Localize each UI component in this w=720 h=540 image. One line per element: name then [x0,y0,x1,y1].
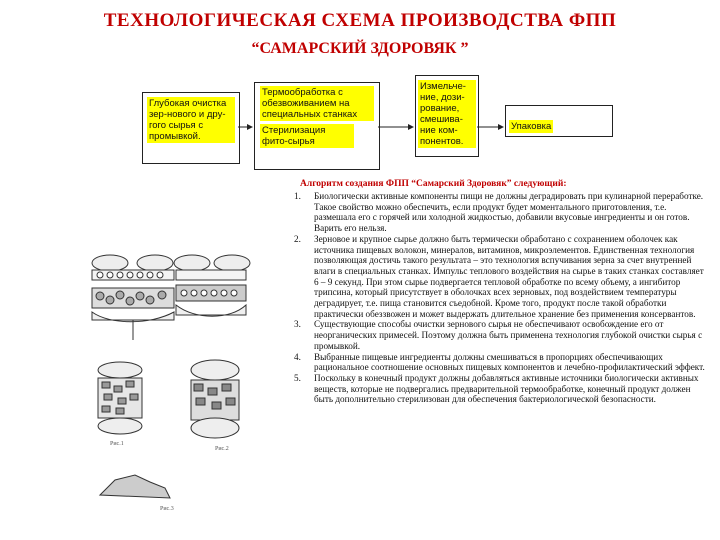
page-subtitle: “САМАРСКИЙ ЗДОРОВЯК ” [251,40,469,57]
step-text: Выбранные пищевые ингредиенты должны смешиваться в пропорциях обеспечивающих рациональное соотношение основных пищевых компонентов и лечебно-профилактический эффект. [314,351,705,373]
step-number: 2. [294,233,301,244]
step-number: 4. [294,351,301,362]
flow-label-sterilization: Стерилизация фито-сырья [260,124,354,148]
figure-3 [98,360,239,498]
page-title: ТЕХНОЛОГИЧЕСКАЯ СХЕМА ПРОИЗВОДСТВА ФПП [103,10,617,31]
algorithm-step [290,319,710,351]
flow-label-packing: Упаковка [511,121,552,132]
algorithm-step [290,191,710,234]
algorithm-step [290,234,710,320]
flow-label-thermo: Термообработка с обезвоживанием на специальных станках [260,86,374,121]
fig-2-label: Рис.2 [215,446,229,452]
figure-1 [92,255,174,340]
figure-2 [174,255,250,316]
flow-label-grinding: Измельче-ние, дози-рование, смешива-ние ком-понентов. [418,80,476,148]
algorithm-steps [290,191,710,405]
step-number: 1. [294,191,301,201]
step-text: Биологически активные компоненты пищи не должны деградировать при кулинарной переработке. Такое свойство можно обеспечить, если продукт будет моментального приготовления, т.е. размешала его с горячей или холодной жидкостью, добавили вкусовые ингредиенты и он готов. Варить его нельзя. [314,191,704,234]
step-text: Существующие способы очистки зернового сырья не обеспечивают освобождение его от неорганических примесей. Поэтому должна быть применена технология глубокой очистки сырья с промывкой. [314,319,703,351]
algorithm-step [290,373,710,405]
fig-1-label: Рис.1 [110,441,124,447]
step-number: 5. [294,372,301,383]
flow-label-cleaning: Глубокая очистка зер-нового и дру-гого сырья с промывкой. [147,97,235,143]
step-text: Поскольку в конечный продукт должны добавляться активные источники биологически активных веществ, которые не подвергались предварительной термообработке, конечный продукт должен быть дополнительно стерилизован для обеспечения бактериологической безопасности. [314,372,699,405]
step-text: Зерновое и крупное сырье должно быть термически обработано с сохранением оболочек как источника пищевых волокон, минералов, витаминов, микроэлементов. Единственная технология позволяющая достичь такого результата – это технология вспучивания зерна за счет внутренней влаги в специальных станках. Импульс теплового воздействия на сырье в таких станках составляет 6 – 9 секунд. При этом сырье подвергается тепловой обработке по всему объему, а ингибитор трипсина, который присутствует в оболочках всех зерновых, под воздействием температуры деградирует, т.е. пища становится съедобной. Кроме того, продукт после такой обработки практически обеззвожен и может выдержать длительное хранение без применения консервантов. [314,233,704,319]
puffing-machine-diagram [80,230,280,530]
step-number: 3. [294,319,301,330]
fig-3-label: Рис.3 [160,506,174,512]
algorithm-step [290,352,710,373]
algorithm-title: Алгоритм создания ФПП “Самарский Здоровяк” следующий: [300,179,567,189]
